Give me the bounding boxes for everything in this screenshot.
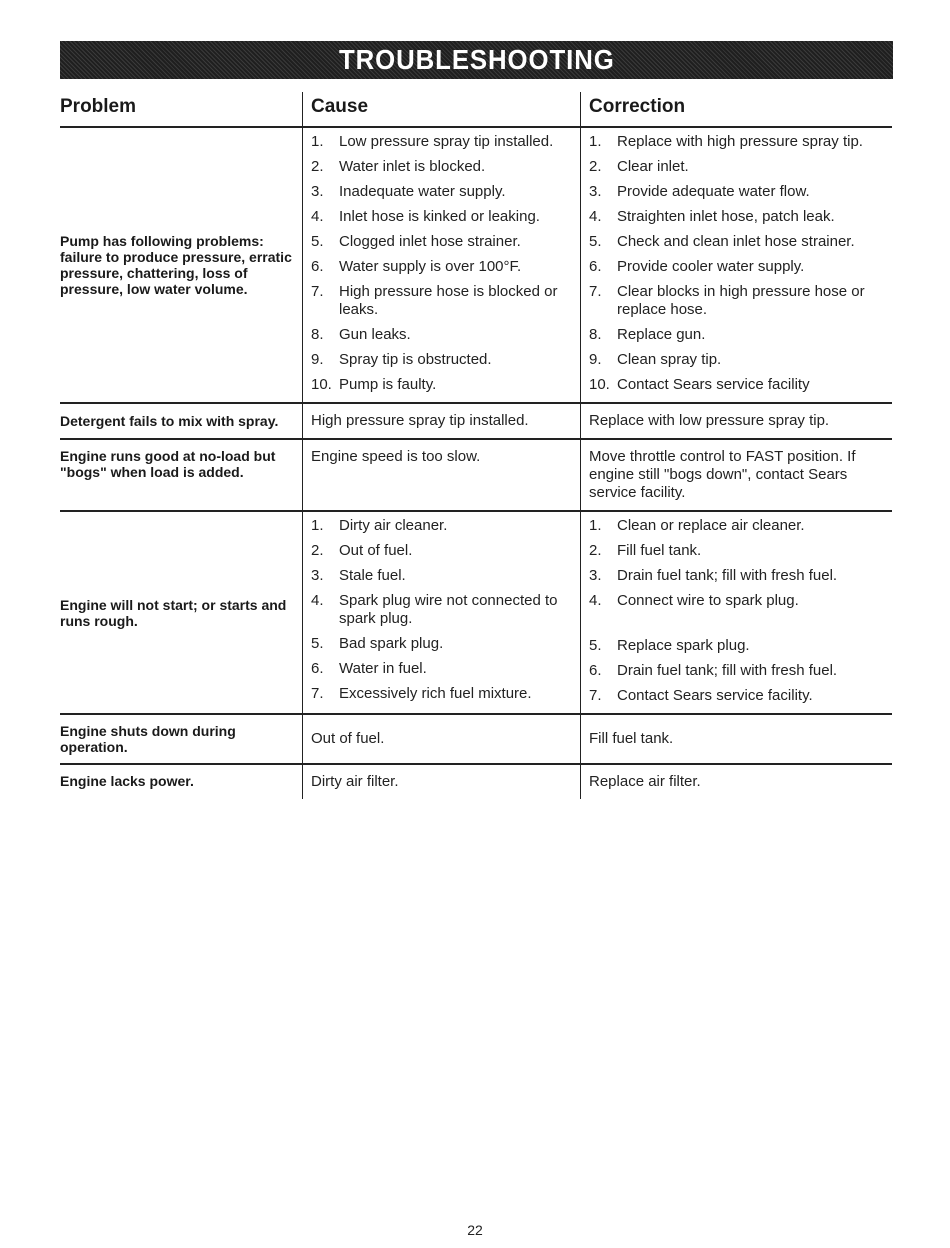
cause-text: Out of fuel. bbox=[302, 715, 580, 763]
item-number: 5. bbox=[589, 233, 602, 250]
list-item bbox=[311, 632, 580, 657]
item-text: Straighten inlet hose, patch leak. bbox=[617, 208, 835, 225]
item-text: Inadequate water supply. bbox=[339, 183, 506, 200]
item-number: 4. bbox=[311, 208, 324, 225]
item-number: 7. bbox=[311, 283, 324, 300]
list-item bbox=[589, 564, 892, 589]
list-item bbox=[589, 348, 892, 373]
item-text: Drain fuel tank; fill with fresh fuel. bbox=[617, 662, 838, 679]
correction-text: Replace air filter. bbox=[580, 765, 892, 799]
item-text: Contact Sears service facility. bbox=[617, 687, 813, 704]
list-item bbox=[589, 659, 892, 684]
item-number: 2. bbox=[311, 158, 324, 175]
item-number: 7. bbox=[589, 283, 602, 300]
list-item bbox=[589, 280, 892, 323]
item-text: High pressure hose is blocked or leaks. bbox=[339, 283, 558, 318]
list-item bbox=[311, 373, 580, 398]
header-cause: Cause bbox=[302, 92, 580, 126]
item-text: Spark plug wire not connected to spark plug. bbox=[339, 592, 558, 627]
item-text: Water in fuel. bbox=[339, 660, 427, 677]
item-number: 8. bbox=[589, 326, 602, 343]
page-number: 22 bbox=[467, 1222, 483, 1238]
item-text: Clear inlet. bbox=[617, 158, 689, 175]
item-number: 9. bbox=[311, 351, 324, 368]
cause-text: High pressure spray tip installed. bbox=[302, 404, 580, 438]
item-number: 3. bbox=[589, 183, 602, 200]
cause-text: Engine speed is too slow. bbox=[302, 440, 580, 510]
item-text: Spray tip is obstructed. bbox=[339, 351, 492, 368]
list-item bbox=[589, 323, 892, 348]
item-text: Pump is faulty. bbox=[339, 376, 437, 393]
list-item bbox=[589, 205, 892, 230]
item-number: 9. bbox=[589, 351, 602, 368]
list-item bbox=[589, 255, 892, 280]
item-number: 2. bbox=[589, 158, 602, 175]
list-item bbox=[311, 348, 580, 373]
problem-text: Engine will not start; or starts and runs rough. bbox=[60, 596, 287, 629]
item-text: Clear blocks in high pressure hose or replace hose. bbox=[617, 283, 865, 318]
list-item bbox=[311, 255, 580, 280]
list-item bbox=[589, 684, 892, 709]
item-number: 10. bbox=[589, 376, 610, 393]
correction-text: Replace with low pressure spray tip. bbox=[580, 404, 892, 438]
item-text: Replace spark plug. bbox=[617, 637, 750, 654]
item-number: 7. bbox=[589, 687, 602, 704]
list-item bbox=[589, 539, 892, 564]
item-number: 8. bbox=[311, 326, 324, 343]
item-number: 1. bbox=[589, 517, 602, 534]
item-text: Clean or replace air cleaner. bbox=[617, 517, 805, 534]
problem-text: Pump has following problems: failure to produce pressure, erratic pressure, chattering, loss of pressure, low water volume. bbox=[60, 233, 292, 297]
item-text: Gun leaks. bbox=[339, 326, 411, 343]
item-text: Check and clean inlet hose strainer. bbox=[617, 233, 855, 250]
list-item bbox=[311, 205, 580, 230]
table-row bbox=[60, 128, 892, 404]
item-text: Fill fuel tank. bbox=[617, 542, 702, 559]
item-number: 7. bbox=[311, 685, 324, 702]
list-item bbox=[311, 155, 580, 180]
item-text: Inlet hose is kinked or leaking. bbox=[339, 208, 540, 225]
table-row bbox=[60, 440, 892, 512]
table-row bbox=[60, 512, 892, 715]
item-number: 4. bbox=[589, 208, 602, 225]
list-item bbox=[589, 130, 892, 155]
item-text: Replace gun. bbox=[617, 326, 706, 343]
list-item bbox=[311, 682, 580, 707]
item-text: Clogged inlet hose strainer. bbox=[339, 233, 521, 250]
item-text: Water inlet is blocked. bbox=[339, 158, 486, 175]
list-item bbox=[311, 589, 580, 632]
item-number: 6. bbox=[589, 662, 602, 679]
list-item bbox=[311, 280, 580, 323]
item-number: 4. bbox=[589, 592, 602, 609]
list-item bbox=[311, 323, 580, 348]
item-number: 6. bbox=[311, 660, 324, 677]
problem-text: Engine runs good at no-load but "bogs" when load is added. bbox=[60, 448, 276, 480]
item-text: Contact Sears service facility bbox=[617, 376, 810, 393]
item-number: 6. bbox=[589, 258, 602, 275]
item-number: 6. bbox=[311, 258, 324, 275]
item-text: Drain fuel tank; fill with fresh fuel. bbox=[617, 567, 838, 584]
header-problem: Problem bbox=[60, 96, 137, 117]
problem-text: Engine lacks power. bbox=[60, 773, 194, 789]
item-text: Excessively rich fuel mixture. bbox=[339, 685, 532, 702]
troubleshooting-table bbox=[60, 92, 892, 799]
table-header bbox=[60, 92, 892, 128]
list-item bbox=[311, 230, 580, 255]
item-number: 5. bbox=[311, 635, 324, 652]
list-item bbox=[311, 564, 580, 589]
correction-text: Fill fuel tank. bbox=[580, 715, 892, 763]
list-item bbox=[589, 180, 892, 205]
list-item bbox=[589, 634, 892, 659]
item-number: 1. bbox=[589, 133, 602, 150]
item-text: Out of fuel. bbox=[339, 542, 413, 559]
item-text: Clean spray tip. bbox=[617, 351, 722, 368]
list-item bbox=[589, 373, 892, 398]
section-title: TROUBLESHOOTING bbox=[338, 44, 615, 75]
cause-list bbox=[302, 512, 580, 713]
item-text: Low pressure spray tip installed. bbox=[339, 133, 554, 150]
table-row bbox=[60, 765, 892, 799]
table-row bbox=[60, 404, 892, 440]
list-item bbox=[311, 130, 580, 155]
list-item bbox=[311, 514, 580, 539]
list-item bbox=[311, 657, 580, 682]
item-number: 3. bbox=[311, 567, 324, 584]
item-number: 2. bbox=[589, 542, 602, 559]
header-correction: Correction bbox=[580, 92, 892, 126]
item-text: Water supply is over 100°F. bbox=[339, 258, 522, 275]
item-number: 3. bbox=[589, 567, 602, 584]
cause-text: Dirty air filter. bbox=[302, 765, 580, 799]
cause-list bbox=[302, 128, 580, 402]
correction-text: Move throttle control to FAST position. If engine still "bogs down", contact Sears service facility. bbox=[580, 440, 892, 510]
item-text: Provide cooler water supply. bbox=[617, 258, 805, 275]
item-number: 3. bbox=[311, 183, 324, 200]
section-banner bbox=[60, 41, 893, 79]
list-item bbox=[589, 230, 892, 255]
list-item bbox=[311, 539, 580, 564]
item-number: 5. bbox=[589, 637, 602, 654]
item-number: 4. bbox=[311, 592, 324, 609]
correction-list bbox=[580, 512, 892, 713]
item-number: 1. bbox=[311, 517, 324, 534]
item-text: Provide adequate water flow. bbox=[617, 183, 810, 200]
item-number: 10. bbox=[311, 376, 332, 393]
list-item bbox=[311, 180, 580, 205]
table-row bbox=[60, 715, 892, 765]
item-text: Connect wire to spark plug. bbox=[617, 592, 799, 609]
correction-list bbox=[580, 128, 892, 402]
item-text: Bad spark plug. bbox=[339, 635, 444, 652]
list-item bbox=[589, 155, 892, 180]
item-number: 5. bbox=[311, 233, 324, 250]
item-number: 1. bbox=[311, 133, 324, 150]
item-text: Stale fuel. bbox=[339, 567, 406, 584]
item-text: Replace with high pressure spray tip. bbox=[617, 133, 863, 150]
problem-text: Detergent fails to mix with spray. bbox=[60, 413, 279, 429]
list-item bbox=[589, 514, 892, 539]
item-number: 2. bbox=[311, 542, 324, 559]
list-item bbox=[589, 589, 892, 634]
item-text: Dirty air cleaner. bbox=[339, 517, 448, 534]
problem-text: Engine shuts down during operation. bbox=[60, 723, 236, 755]
